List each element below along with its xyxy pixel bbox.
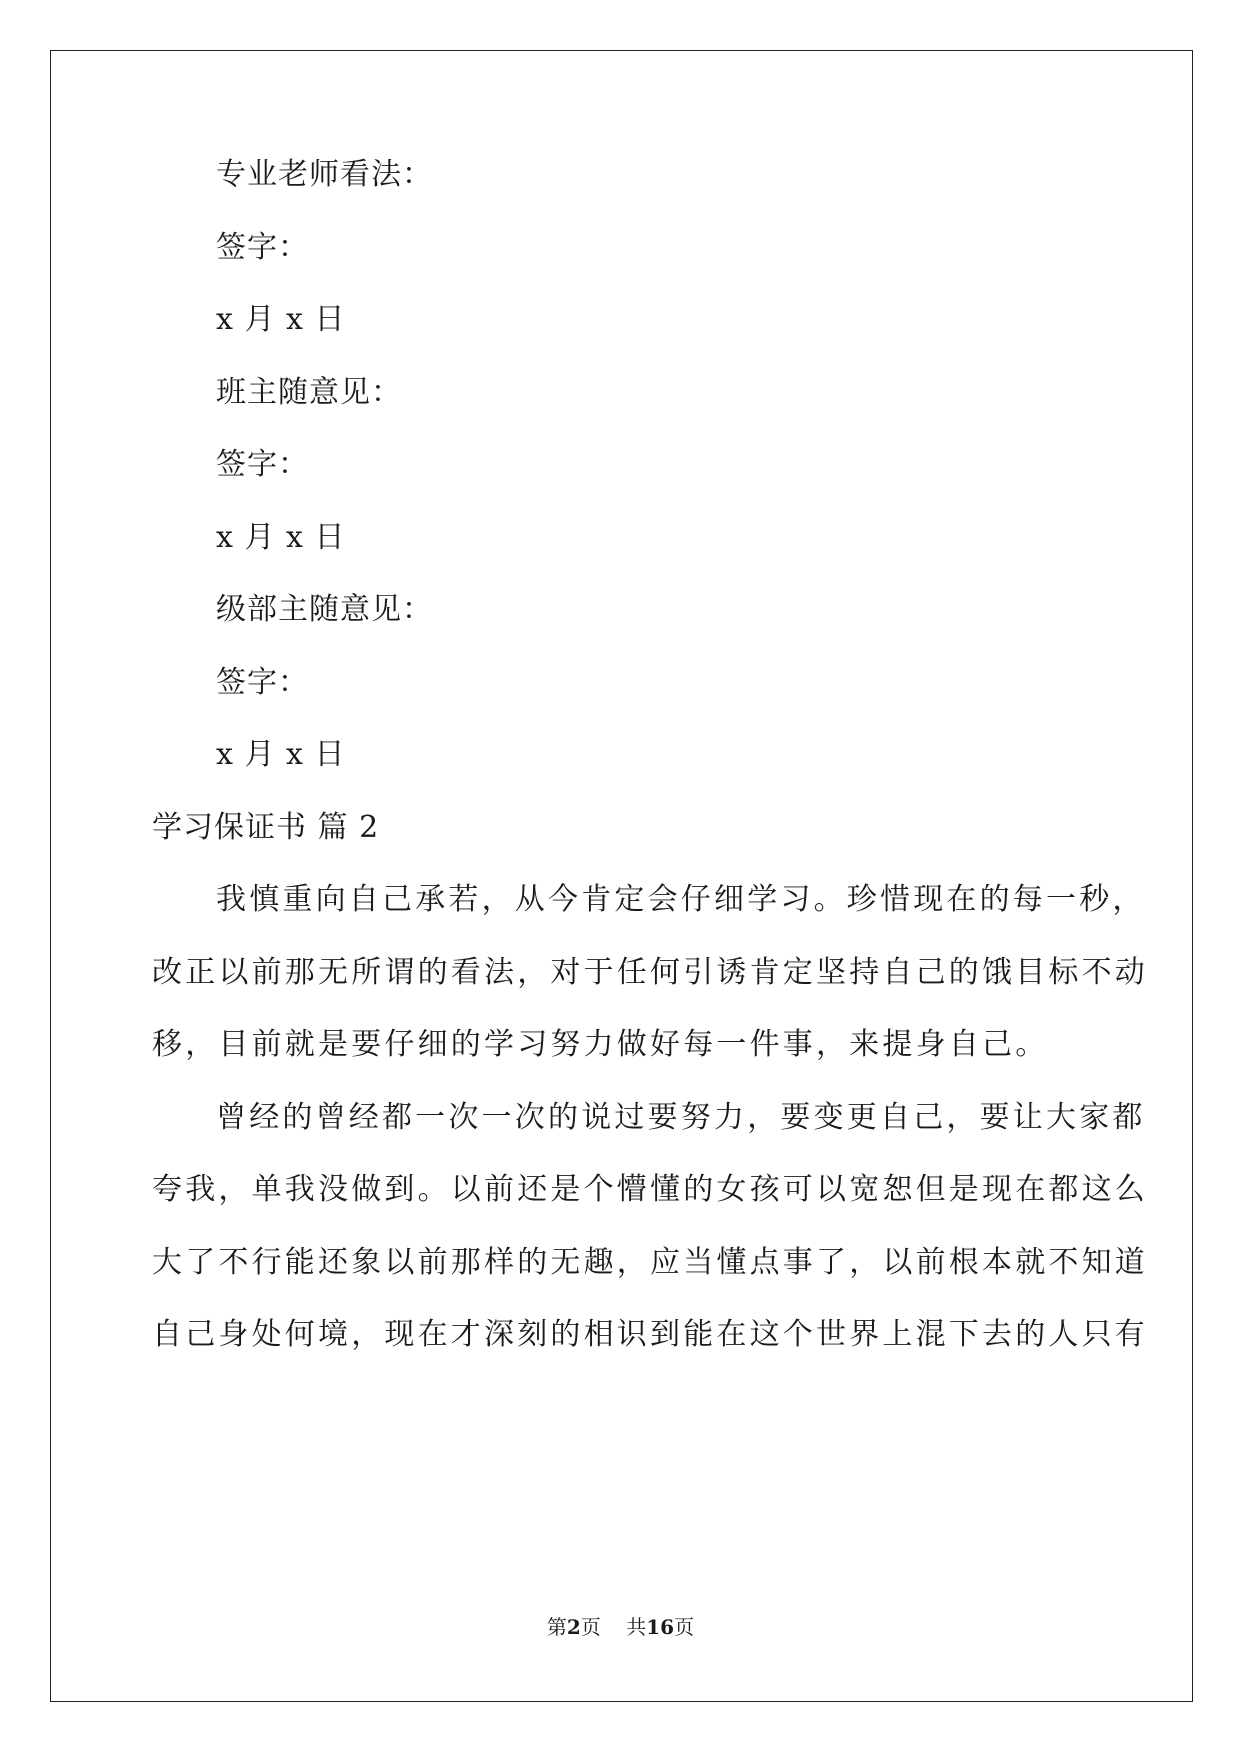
- class-head-opinion-label: 班主随意见：: [216, 375, 402, 410]
- page-frame: [50, 50, 1193, 1702]
- paragraph1-line3: 移，目前就是要仔细的学习努力做好每一件事，来提身自己。: [152, 1027, 1049, 1062]
- grade-head-opinion-label: 级部主随意见：: [216, 592, 433, 627]
- footer-mid: 页 共: [580, 1615, 647, 1639]
- date-line-3: x 月 x 日: [216, 737, 346, 772]
- section-title: 学习保证书 篇 2: [152, 810, 380, 845]
- signature-label-3: 签字：: [216, 665, 309, 700]
- footer-total-pages: 16: [646, 1615, 675, 1639]
- footer-prefix: 第: [546, 1615, 567, 1639]
- footer-suffix: 页: [674, 1615, 695, 1639]
- teacher-opinion-label: 专业老师看法：: [216, 157, 433, 192]
- date-line-1: x 月 x 日: [216, 302, 346, 337]
- paragraph2-line2: 夸我，单我没做到。以前还是个懵懂的女孩可以宽恕但是现在都这么: [152, 1172, 1148, 1207]
- paragraph2-line3: 大了不行能还象以前那样的无趣，应当懂点事了，以前根本就不知道: [152, 1245, 1148, 1280]
- paragraph2-line4: 自己身处何境，现在才深刻的相识到能在这个世界上混下去的人只有: [152, 1317, 1148, 1352]
- signature-label-2: 签字：: [216, 447, 309, 482]
- date-line-2: x 月 x 日: [216, 520, 346, 555]
- page-footer: [0, 1613, 1241, 1641]
- footer-page-number: 2: [566, 1615, 581, 1639]
- signature-label-1: 签字：: [216, 230, 309, 265]
- paragraph1-line1: 我慎重向自己承若，从今肯定会仔细学习。珍惜现在的每一秒，: [216, 882, 1146, 917]
- paragraph1-line2: 改正以前那无所谓的看法，对于任何引诱肯定坚持自己的饿目标不动: [152, 955, 1148, 990]
- paragraph2-line1: 曾经的曾经都一次一次的说过要努力，要变更自己，要让大家都: [216, 1100, 1146, 1135]
